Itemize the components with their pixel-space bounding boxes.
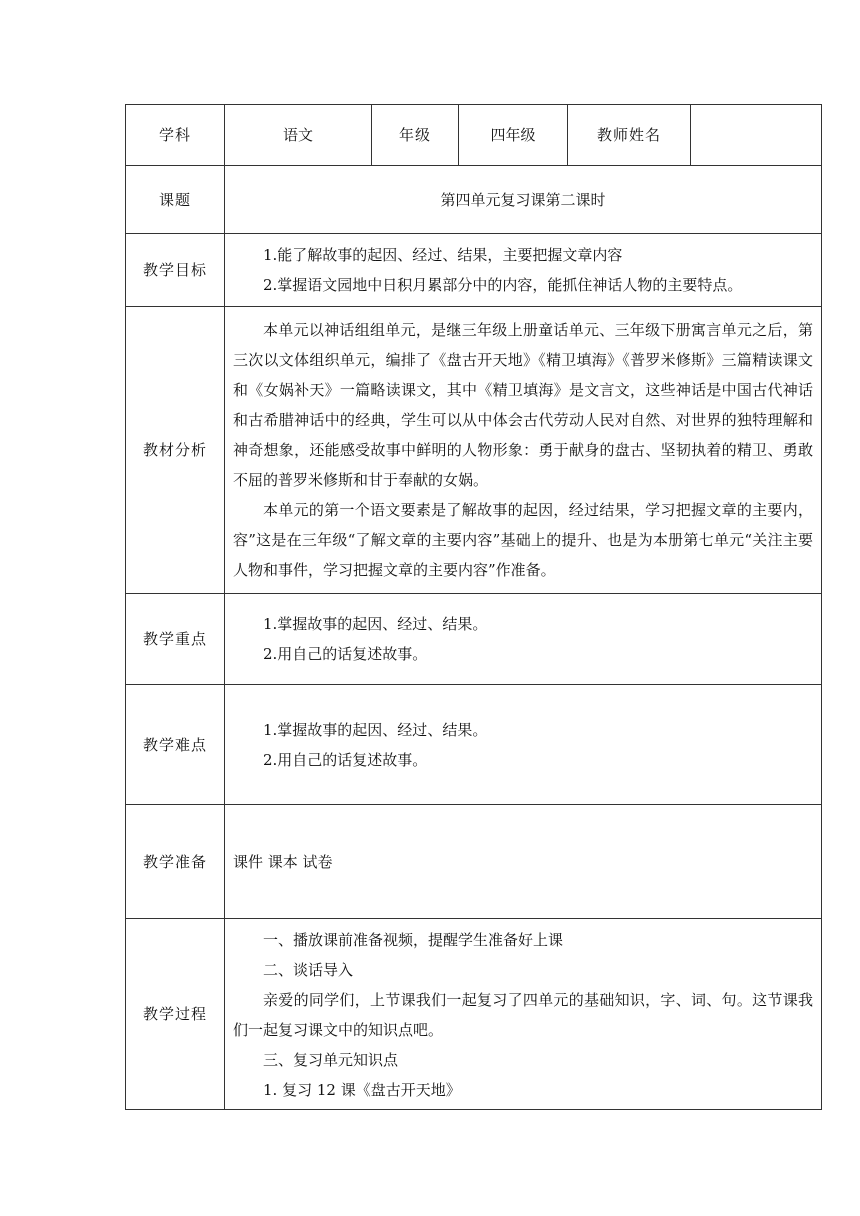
difficult-point-item: 1.掌握故事的起因、经过、结果。 bbox=[263, 720, 488, 739]
difficult-point-item: 2.用自己的话复述故事。 bbox=[263, 750, 428, 769]
process-line: 三、复习单元知识点 bbox=[263, 1051, 399, 1069]
process-line: 1. 复习 12 课《盘古开天地》 bbox=[263, 1081, 461, 1099]
difficult-points-label: 教学难点 bbox=[126, 685, 225, 805]
grade-value: 四年级 bbox=[459, 105, 568, 166]
grade-label: 年级 bbox=[372, 105, 459, 166]
difficult-points-row bbox=[126, 685, 822, 805]
preparation-value: 课件 课本 试卷 bbox=[233, 852, 333, 871]
preparation-row bbox=[126, 805, 822, 919]
header-row bbox=[126, 105, 822, 166]
process-line: 一、播放课前准备视频，提醒学生准备好上课 bbox=[263, 931, 564, 949]
preparation-label: 教学准备 bbox=[126, 805, 225, 919]
topic-value: 第四单元复习课第二课时 bbox=[225, 166, 822, 234]
teacher-label: 教师姓名 bbox=[568, 105, 691, 166]
key-points-label: 教学重点 bbox=[126, 594, 225, 685]
objective-item: 2.掌握语文园地中日积月累部分中的内容，能抓住神话人物的主要特点。 bbox=[263, 276, 743, 294]
topic-label: 课题 bbox=[126, 166, 225, 234]
lesson-plan-table bbox=[125, 104, 822, 1110]
teacher-value bbox=[691, 105, 822, 166]
difficult-points-content bbox=[225, 685, 822, 805]
objectives-content bbox=[225, 234, 822, 307]
key-points-content bbox=[225, 594, 822, 685]
topic-row bbox=[126, 166, 822, 234]
objectives-label: 教学目标 bbox=[126, 234, 225, 307]
analysis-paragraph: 本单元以神话组组单元，是继三年级上册童话单元、三年级下册寓言单元之后，第三次以文体组织单元，编排了《盘古开天地》《精卫填海》《普罗米修斯》三篇精读课文和《女娲补天》一篇略读课文，其中《精卫填海》是文言文，这些神话是中国古代神话和古希腊神话中的经典，学生可以从中体会古代劳动人民对自然、对世界的独特理解和神奇想象，还能感受故事中鲜明的人物形象：勇于献身的盘古、坚韧执着的精卫、勇敢不屈的普罗米修斯和甘于奉献的女娲。 bbox=[233, 321, 813, 489]
key-point-item: 2.用自己的话复述故事。 bbox=[263, 645, 428, 663]
analysis-label: 教材分析 bbox=[126, 307, 225, 594]
process-line: 亲爱的同学们，上节课我们一起复习了四单元的基础知识，字、词、句。这节课我们一起复习课文中的知识点吧。 bbox=[233, 991, 813, 1039]
process-content bbox=[225, 919, 822, 1110]
analysis-content bbox=[225, 307, 822, 594]
process-label: 教学过程 bbox=[126, 919, 225, 1110]
key-points-row bbox=[126, 594, 822, 685]
analysis-paragraph: 本单元的第一个语文要素是了解故事的起因，经过结果，学习把握文章的主要内，容”这是在三年级“了解文章的主要内容”基础上的提升、也是为本册第七单元“关注主要人物和事件，学习把握文章的主要内容”作准备。 bbox=[233, 501, 813, 579]
subject-label: 学科 bbox=[126, 105, 225, 166]
preparation-content bbox=[225, 805, 822, 919]
analysis-row bbox=[126, 307, 822, 594]
process-row bbox=[126, 919, 822, 1110]
subject-value: 语文 bbox=[225, 105, 372, 166]
key-point-item: 1.掌握故事的起因、经过、结果。 bbox=[263, 615, 488, 633]
objectives-row bbox=[126, 234, 822, 307]
process-line: 二、谈话导入 bbox=[263, 961, 354, 979]
objective-item: 1.能了解故事的起因、经过、结果，主要把握文章内容 bbox=[263, 246, 623, 264]
